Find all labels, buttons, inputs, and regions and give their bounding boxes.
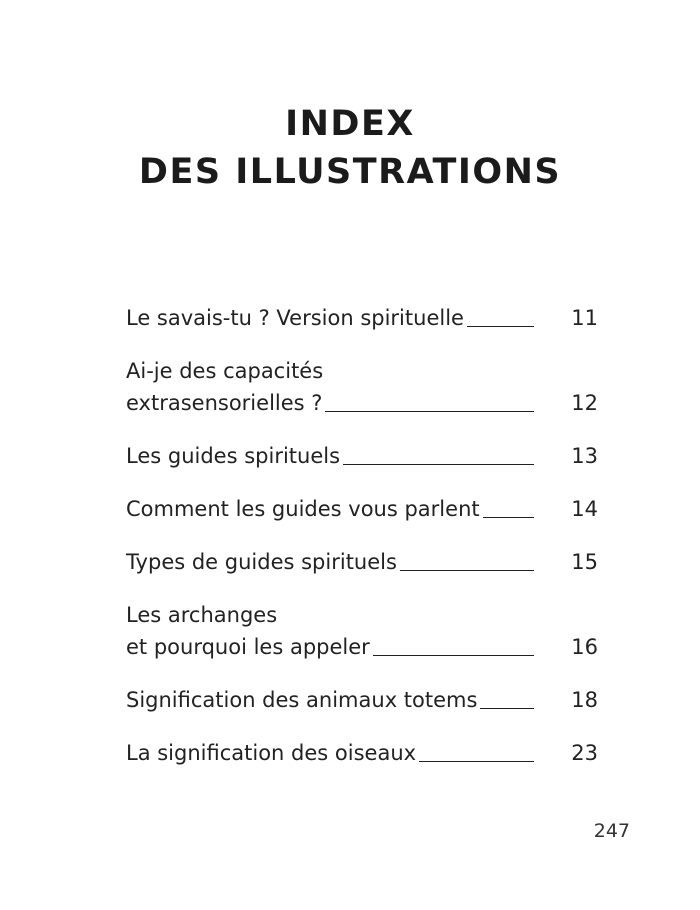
entry-title: Comment les guides vous parlent xyxy=(126,497,480,521)
entry-title: Types de guides spirituels xyxy=(126,550,397,574)
entry-page-number: 15 xyxy=(571,550,598,574)
dot-leader xyxy=(400,569,534,571)
index-entry[interactable] xyxy=(126,684,598,716)
entry-title: La signification des oiseaux xyxy=(126,741,417,765)
entry-page-number: 13 xyxy=(571,444,598,468)
dot-leader xyxy=(467,325,534,327)
entry-title: et pourquoi les appeler xyxy=(126,635,370,659)
title-line-1: INDEX xyxy=(285,104,415,144)
dot-leader xyxy=(373,654,534,656)
entry-page-number: 16 xyxy=(571,635,598,659)
entry-page-number: 18 xyxy=(571,688,598,712)
page-title xyxy=(0,100,700,196)
index-entry[interactable] xyxy=(126,546,598,578)
entry-title: extrasensorielles ? xyxy=(126,391,323,415)
index-entry[interactable] xyxy=(126,440,598,472)
entry-title-line-1: Ai-je des capacités xyxy=(126,359,324,383)
dot-leader xyxy=(483,516,534,518)
entry-page-number: 12 xyxy=(571,391,598,415)
entry-page-number: 14 xyxy=(571,497,598,521)
dot-leader xyxy=(480,707,534,709)
dot-leader xyxy=(419,760,534,762)
index-entry[interactable] xyxy=(126,355,598,419)
dot-leader xyxy=(325,410,534,412)
page-number: 247 xyxy=(593,820,630,842)
entry-title: Les guides spirituels xyxy=(126,444,341,468)
entry-title: Le savais-tu ? Version spirituelle xyxy=(126,306,464,330)
entry-title-line-1: Les archanges xyxy=(126,603,278,627)
entry-page-number: 11 xyxy=(571,306,598,330)
index-entry[interactable] xyxy=(126,737,598,769)
entry-title: Signification des animaux totems xyxy=(126,688,478,712)
index-entry[interactable] xyxy=(126,302,598,334)
entry-page-number: 23 xyxy=(571,741,598,765)
index-entry[interactable] xyxy=(126,493,598,525)
dot-leader xyxy=(343,463,534,465)
index-entry[interactable] xyxy=(126,599,598,663)
illustrations-index xyxy=(126,302,598,790)
title-line-2: DES ILLUSTRATIONS xyxy=(138,152,562,192)
